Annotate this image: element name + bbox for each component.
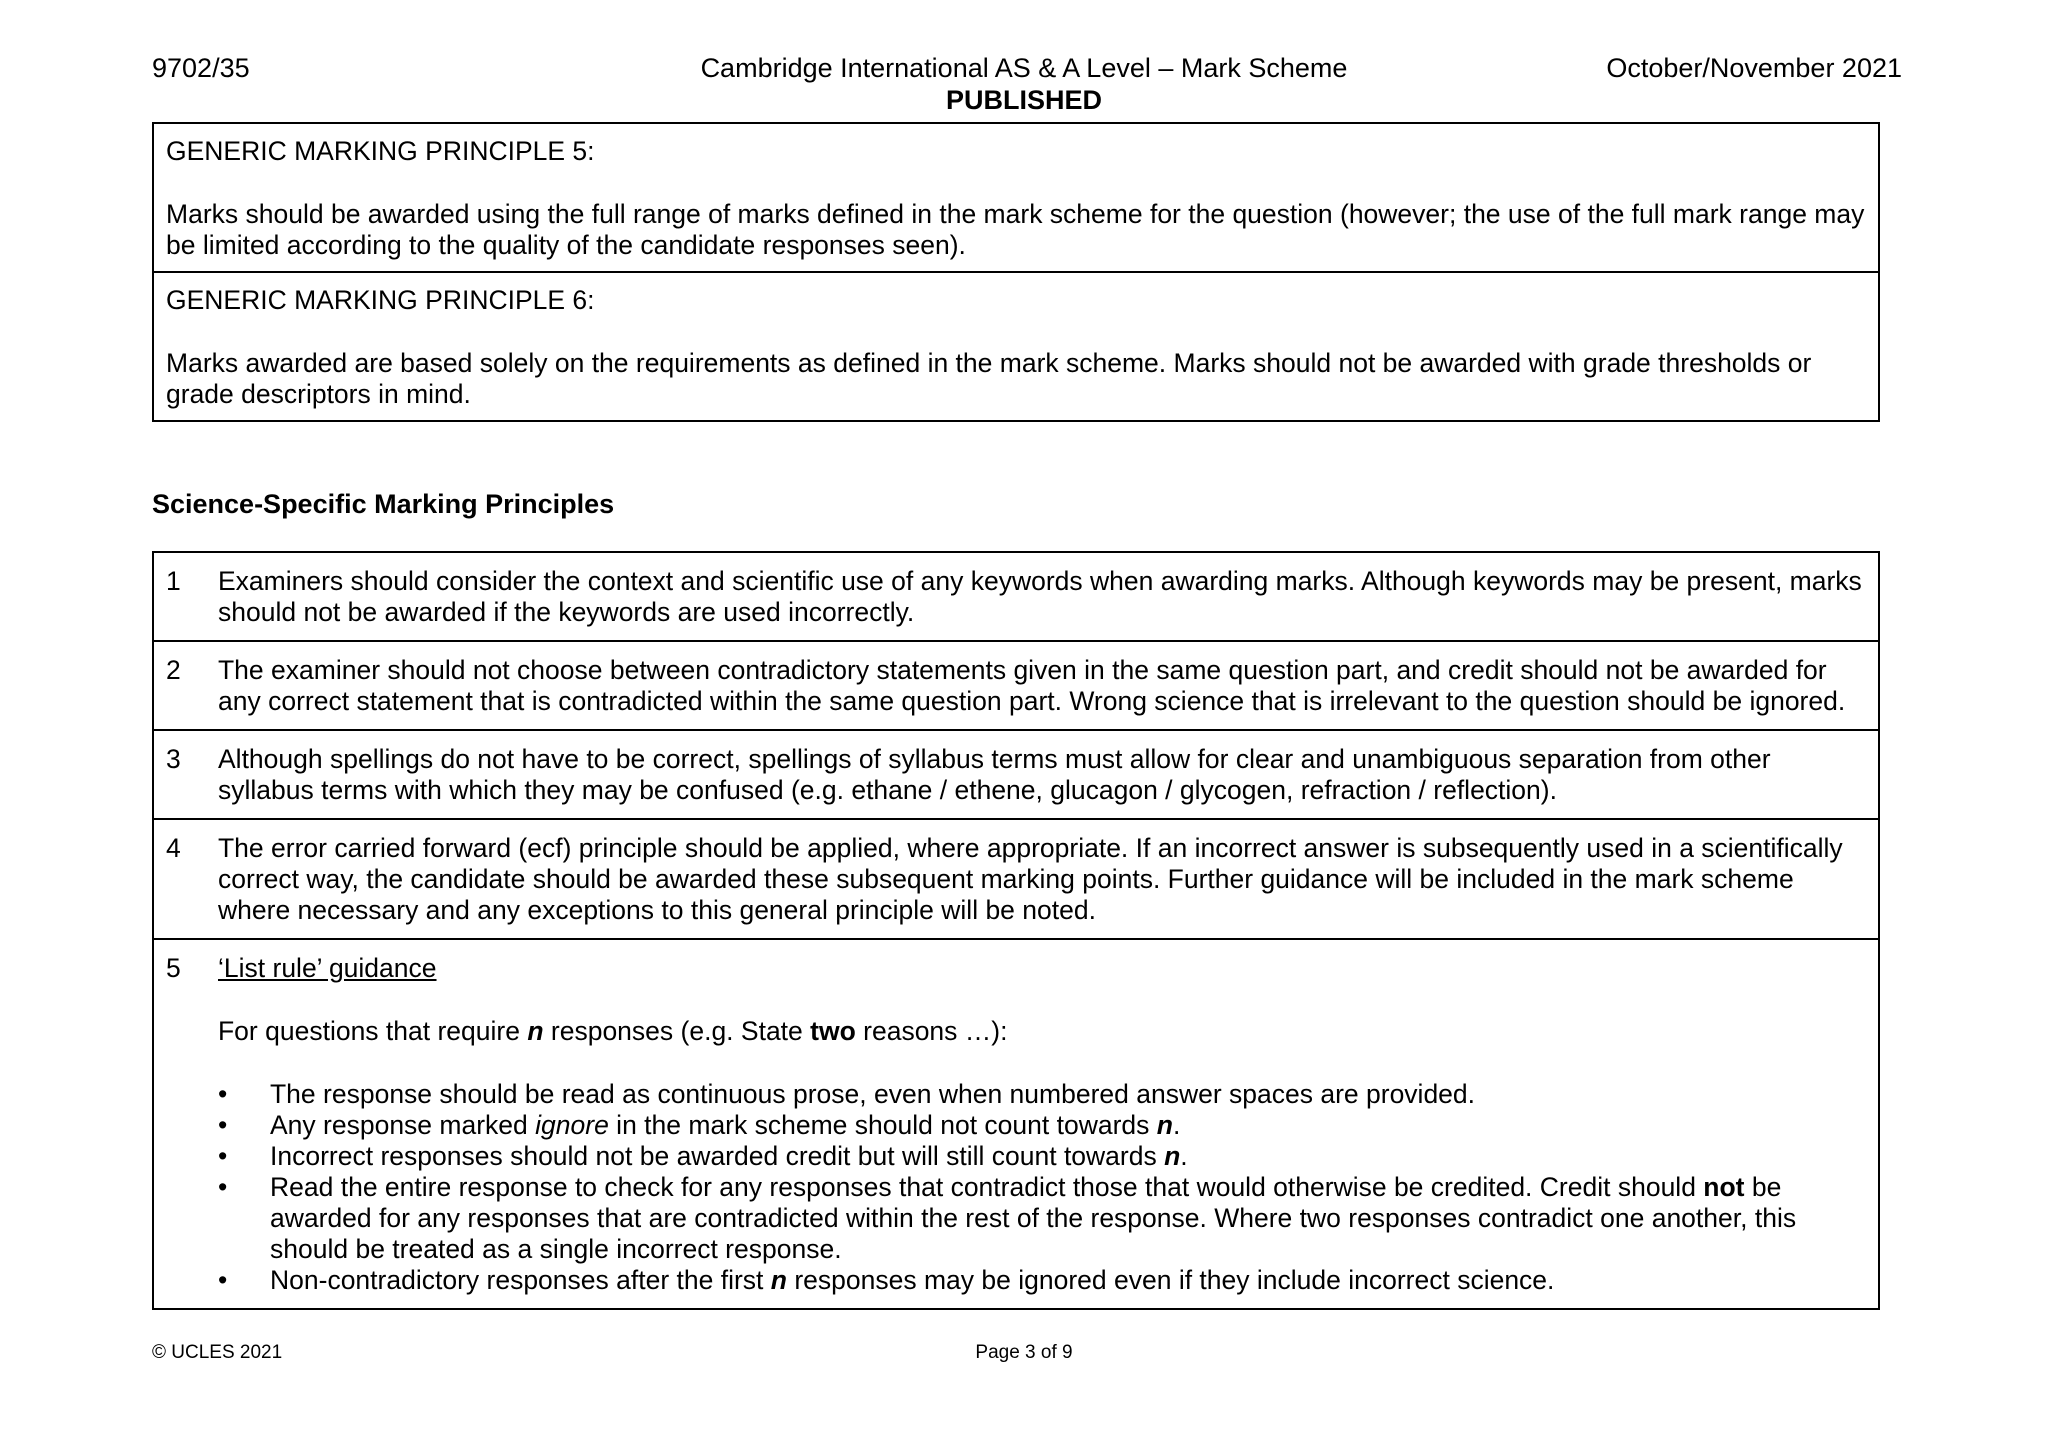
principle-row <box>153 730 1879 819</box>
principle-cell <box>153 819 1879 939</box>
generic-principle-text: Marks should be awarded using the full range of marks defined in the mark scheme for the question (however; the use of the full mark range may be limited according to the quality of the candidate responses seen). <box>166 199 1865 260</box>
list-rule-bullet <box>218 1110 1866 1141</box>
bullet-icon: • <box>218 1265 228 1295</box>
principle-text: The examiner should not choose between contradictory statements given in the same question part, and credit should not be awarded for any correct statement that is contradicted within the same question part. Wrong science that is irrelevant to the question should be ignored. <box>218 655 1846 716</box>
bullet-text: responses may be ignored even if they include incorrect science. <box>786 1265 1555 1295</box>
n-variable: n <box>1164 1141 1181 1171</box>
principle-cell <box>153 641 1879 730</box>
generic-principle-text: Marks awarded are based solely on the requirements as defined in the mark scheme. Marks should not be awarded with grade thresholds or grade descriptors in mind. <box>166 348 1812 409</box>
principle-number: 5 <box>166 953 181 983</box>
intro-text: responses (e.g. State <box>543 1016 811 1046</box>
generic-principle-cell <box>153 123 1879 272</box>
bullet-icon: • <box>218 1110 228 1140</box>
principle-number: 2 <box>166 655 181 685</box>
ignore-term: ignore <box>535 1110 609 1140</box>
generic-principle-title: GENERIC MARKING PRINCIPLE 6: <box>166 285 595 315</box>
bullet-text: . <box>1180 1141 1188 1171</box>
list-rule-bullet <box>218 1079 1866 1110</box>
bullet-text: in the mark scheme should not count towards <box>608 1110 1157 1140</box>
list-rule-bullet <box>218 1172 1866 1265</box>
copyright: © UCLES 2021 <box>152 1342 283 1363</box>
n-variable: n <box>1156 1110 1173 1140</box>
generic-principle-title: GENERIC MARKING PRINCIPLE 5: <box>166 136 595 166</box>
list-rule-bullets <box>218 1079 1866 1296</box>
list-rule-intro <box>218 1016 1866 1047</box>
emphasis-not: not <box>1703 1172 1745 1202</box>
published-label: PUBLISHED <box>945 85 1102 115</box>
principle-row <box>153 641 1879 730</box>
bullet-text: . <box>1172 1110 1181 1140</box>
list-rule-bullet <box>218 1265 1866 1296</box>
principle-text: The error carried forward (ecf) principle should be applied, where appropriate. If an incorrect answer is subsequently used in a scientifically correct way, the candidate should be awarded these subsequent marking points. Further guidance will be included in the mark scheme where necessary and any exceptions to this general principle will be noted. <box>218 833 1843 925</box>
bullet-icon: • <box>218 1079 228 1109</box>
list-rule-body <box>218 953 1866 1296</box>
list-rule-bullet <box>218 1141 1866 1172</box>
principle-cell <box>153 552 1879 641</box>
principle-number: 4 <box>166 833 181 863</box>
generic-principle-cell <box>153 272 1879 421</box>
document-code: 9702/35 <box>152 53 250 83</box>
intro-text: reasons …): <box>855 1016 1008 1046</box>
document-title: Cambridge International AS & A Level – Mark Scheme <box>700 53 1348 83</box>
principle-number: 3 <box>166 744 181 774</box>
bullet-text: Any response marked <box>270 1110 536 1140</box>
bullet-text: The response should be read as continuous prose, even when numbered answer spaces are provided. <box>270 1079 1476 1109</box>
section-heading: Science-Specific Marking Principles <box>152 489 615 519</box>
principle-row <box>153 552 1879 641</box>
exam-session: October/November 2021 <box>1606 53 1902 83</box>
principle-text: Examiners should consider the context and scientific use of any keywords when awarding marks. Although keywords may be present, marks should not be awarded if the keywords are used incorrectly. <box>218 566 1862 627</box>
emphasis-two: two <box>810 1016 856 1046</box>
principle-text: Although spellings do not have to be correct, spellings of syllabus terms must allow for clear and unambiguous separation from other syllabus terms with which they may be confused (e.g. ethane / ethene, glucagon / glycogen, refraction / reflection). <box>218 744 1771 805</box>
principle-row <box>153 819 1879 939</box>
science-principles-table <box>152 551 1880 1310</box>
generic-principle-row <box>153 123 1879 272</box>
bullet-text: Incorrect responses should not be awarded credit but will still count towards <box>270 1141 1165 1171</box>
bullet-text: Read the entire response to check for any responses that contradict those that would otherwise be credited. Credit should <box>270 1172 1704 1202</box>
list-rule-row <box>153 939 1879 1309</box>
bullet-text: Non-contradictory responses after the first <box>270 1265 771 1295</box>
principle-number: 1 <box>166 566 181 596</box>
principle-cell <box>153 730 1879 819</box>
bullet-icon: • <box>218 1172 228 1202</box>
n-variable: n <box>527 1016 544 1046</box>
intro-text: For questions that require <box>218 1016 528 1046</box>
list-rule-cell <box>153 939 1879 1309</box>
generic-principles-table <box>152 122 1880 422</box>
page-number: Page 3 of 9 <box>975 1342 1073 1363</box>
bullet-text: be awarded for any responses that are contradicted within the rest of the response. Where two responses contradict one another, this should be treated as a single incorrect response. <box>270 1172 1797 1264</box>
bullet-icon: • <box>218 1141 228 1171</box>
generic-principle-row <box>153 272 1879 421</box>
list-rule-title: ‘List rule’ guidance <box>218 953 437 983</box>
n-variable: n <box>770 1265 787 1295</box>
